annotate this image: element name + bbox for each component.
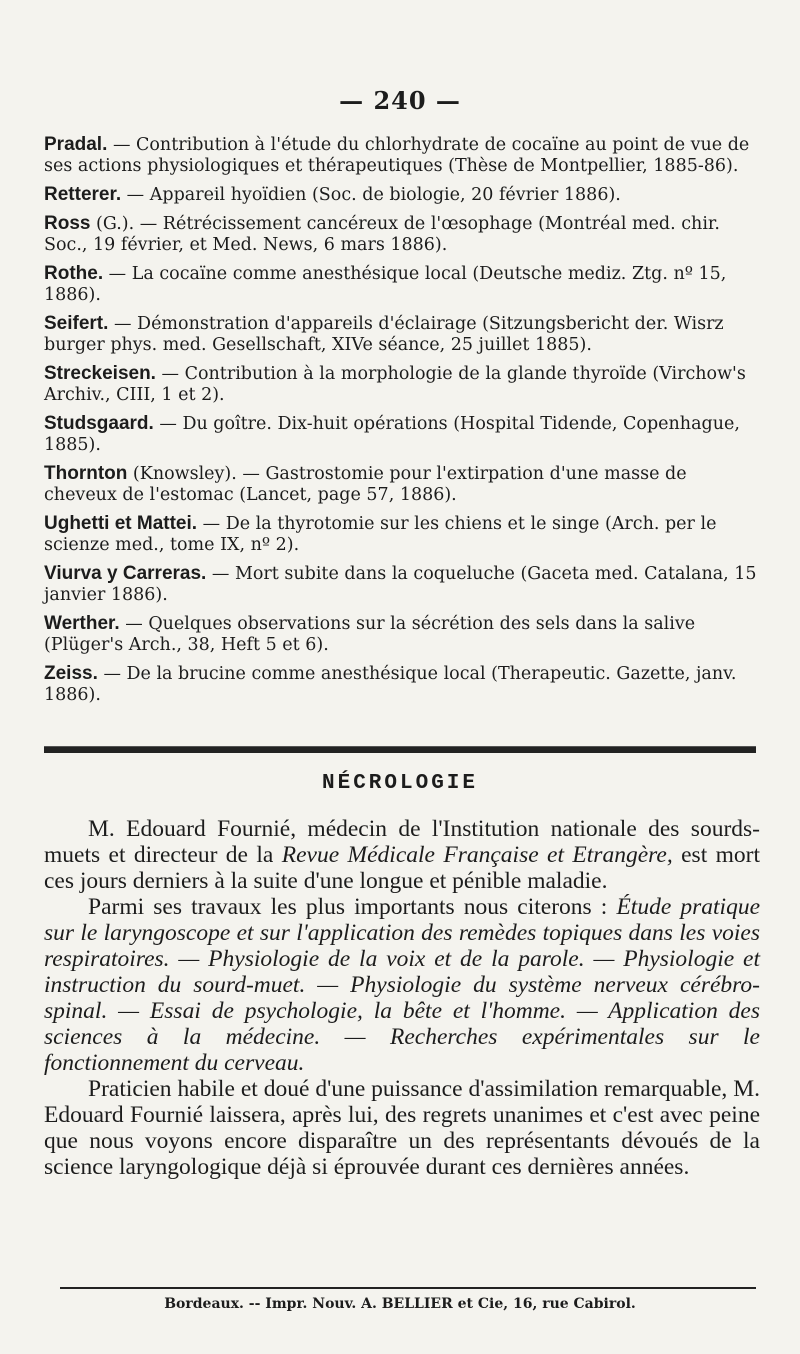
entry-text: — Appareil hyoïdien (Soc. de biologie, 20 février 1886). bbox=[121, 185, 621, 205]
entry-author: Zeiss. bbox=[44, 663, 98, 684]
bibliography-entry bbox=[44, 663, 758, 706]
bibliography-list bbox=[44, 134, 758, 713]
entry-text: — De la thyrotomie sur les chiens et le singe (Arch. per le scienze med., tome IX, nº 2). bbox=[44, 514, 717, 555]
bibliography-entry bbox=[44, 613, 758, 656]
entry-text: — De la brucine comme anesthésique local (Therapeutic. Gazette, janv. 1886). bbox=[44, 664, 737, 705]
entry-text: — Mort subite dans la coqueluche (Gaceta med. Catalana, 15 janvier 1886). bbox=[44, 564, 757, 605]
entry-author: Thornton bbox=[44, 463, 128, 484]
entry-author: Ughetti et Mattei. bbox=[44, 513, 198, 534]
entry-text: — La cocaïne comme anesthésique local (Deutsche mediz. Ztg. nº 15, 1886). bbox=[44, 264, 727, 305]
obituary bbox=[44, 816, 760, 1180]
section-title: NÉCROLOGIE bbox=[321, 772, 479, 795]
entry-text: (G.). — Rétrécissement cancéreux de l'œsophage (Montréal med. chir. Soc., 19 février, et Med. News, 6 mars 1886). bbox=[44, 214, 720, 255]
entry-text: — Du goître. Dix-huit opérations (Hospital Tidende, Copenhague, 1885). bbox=[44, 414, 740, 455]
page-number: — 240 — bbox=[339, 86, 461, 115]
bibliography-entry bbox=[44, 313, 758, 356]
entry-author: Retterer. bbox=[44, 184, 122, 205]
bibliography-entry bbox=[44, 413, 758, 456]
entry-author: Viurva y Carreras. bbox=[44, 563, 207, 584]
entry-text: — Contribution à l'étude du chlorhydrate de cocaïne au point de vue de ses actions physiologiques et thérapeutiques (Thèse de Montpellier, 1885-86). bbox=[44, 135, 750, 176]
bibliography-entry bbox=[44, 184, 758, 206]
bibliography-entry bbox=[44, 363, 758, 406]
entry-author: Pradal. bbox=[44, 134, 108, 155]
obituary-paragraph bbox=[44, 816, 760, 894]
obituary-paragraph: Praticien habile et doué d'une puissance d'assimilation remarquable, M. Edouard Fournié laissera, après lui, des regrets unanimes et c'est avec peine que nous voyons encore disparaître un des représentants dévoués de la science laryngologique déjà si éprouvée durant ces dernières années. bbox=[44, 1076, 760, 1180]
entry-author: Streckeisen. bbox=[44, 363, 156, 384]
works-list: Étude pratique sur le laryngoscope et sur l'application des remèdes topiques dans les voies respiratoires. — Physiologie de la voix et de la parole. — Physiologie et instruction du sourd-muet. — Physiologie du système nerveux cérébro-spinal. — Essai de psychologie, la bête et l'homme. — Application des sciences à la médecine. — Recherches expérimentales sur le fonctionnement du cerveau. bbox=[44, 894, 760, 1076]
entry-text: — Quelques observations sur la sécrétion des sels dans la salive (Plüger's Arch., 38, Heft 5 et 6). bbox=[44, 614, 696, 655]
journal-title: Revue Médicale Française et Etrangère, bbox=[281, 842, 673, 868]
obituary-paragraph bbox=[44, 894, 760, 1076]
entry-author: Studsgaard. bbox=[44, 413, 154, 434]
bibliography-entry bbox=[44, 134, 758, 177]
entry-author: Werther. bbox=[44, 613, 120, 634]
obituary-text: est mort ces jours derniers à la suite d'une longue et pénible maladie. bbox=[44, 842, 761, 894]
obituary-text: M. Edouard Fournié, médecin de l'Institution nationale des sourds-muets et directeur de la bbox=[44, 816, 760, 868]
bibliography-entry bbox=[44, 513, 758, 556]
bibliography-entry bbox=[44, 563, 758, 606]
obituary-text: Parmi ses travaux les plus importants nous citerons : bbox=[88, 894, 617, 920]
bibliography-entry bbox=[44, 213, 758, 256]
entry-author: Seifert. bbox=[44, 313, 109, 334]
section-divider bbox=[44, 746, 756, 753]
entry-text: — Démonstration d'appareils d'éclairage (Sitzungsbericht der. Wisrz burger phys. med. Gesellschaft, XIVe séance, 25 juillet 1885). bbox=[44, 314, 724, 355]
entry-text: (Knowsley). — Gastrostomie pour l'extirpation d'une masse de cheveux de l'estomac (Lancet, page 57, 1886). bbox=[44, 464, 687, 505]
entry-author: Rothe. bbox=[44, 263, 104, 284]
printer-imprint: Bordeaux. -- Impr. Nouv. A. BELLIER et Cie, 16, rue Cabirol. bbox=[164, 1296, 636, 1312]
entry-text: — Contribution à la morphologie de la glande thyroïde (Virchow's Archiv., CIII, 1 et 2). bbox=[44, 364, 746, 405]
entry-author: Ross bbox=[44, 213, 91, 234]
bibliography-entry bbox=[44, 463, 758, 506]
bibliography-entry bbox=[44, 263, 758, 306]
footer-divider bbox=[60, 1287, 756, 1289]
